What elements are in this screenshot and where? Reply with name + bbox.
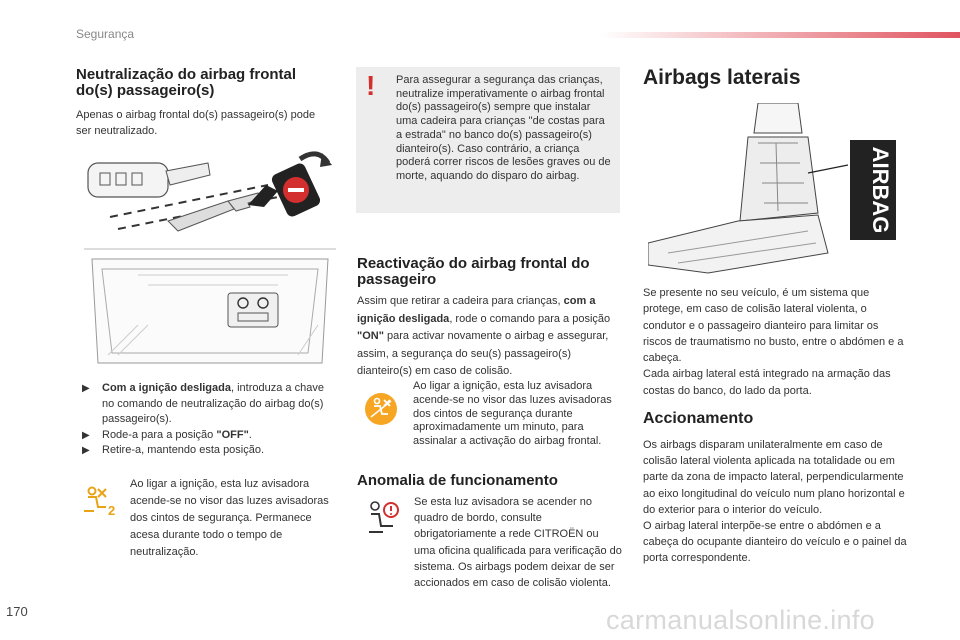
airbag-fault-icon [365,498,405,538]
side-airbags-title: Airbags laterais [643,66,801,89]
warning-mark: ! [366,70,376,101]
svg-text:2: 2 [108,503,116,517]
step-3: ▶ Retire-a, mantendo esta posição. [82,444,265,456]
activation-title: Accionamento [643,410,754,427]
section-header: Segurança [76,27,135,41]
airbag-activation-lamp-icon [364,392,398,426]
airbag-label: AIRBAG [868,146,893,234]
watermark: carmanualsonline.info [606,605,875,635]
page-number: 170 [6,604,28,619]
passenger-airbag-off-icon [80,485,120,517]
child-seat-warning-text: Para assegurar a segurança das crianças, neutralize imperativamente o airbag frontal do(s) passageiro(s) sempre que instalar uma cadeira para crianças "de costas para a estrada" no banco do(s) passageiro(s) dianteiro(s). Caso contrário, a criança poderá correr riscos de lesões graves ou de morte, aquando do disparo do airbag. [396,74,611,182]
neutralization-steps [82,381,332,459]
neutralization-title: Neutralização do airbag frontal do(s) passageiro(s) [76,66,297,99]
step-2: ▶ Rode-a para a posição "OFF". [82,428,252,441]
step-1: ▶ Com a ignição desligada, introduza a chave no comando de neutralização do airbag do(s) passageiro(s). [82,382,324,425]
neutralization-lamp-note: Ao ligar a ignição, esta luz avisadora acende-se no visor das luzes avisadoras dos cintos de segurança. Permanece acesa durante todo o tempo de neutralização. [130,478,329,558]
activation-text: Os airbags disparam unilateralmente em caso de colisão lateral violenta aplicada na totalidade ou em parte da zona de impacto lateral, perpendicularmente ao eixo longitudinal do veículo num plano horizontal e do exterior para o interior do veículo. O airbag lateral interpõe-se entre o abdómen e a cabeça do ocupante dianteiro do veículo e o painel da porta correspondente. [643,439,907,565]
side-airbags-text: Se presente no seu veículo, é um sistema que protege, em caso de colisão lateral violenta, o condutor e o passageiro dianteiro para limitar os riscos de traumatismo no busto, entre o abdómen e a cabeça. Cada airbag lateral está integrado na armação das costas do banco, do lado da porta. [643,287,904,397]
reactivation-lamp-note: Ao ligar a ignição, esta luz avisadora acende-se no visor das luzes avisadoras dos cintos de segurança durante aproximadamente um minuto, para assinalar a activação do airbag frontal. [413,380,612,448]
seat-airbag-illustration [648,103,898,275]
header-accent-bar [600,32,960,38]
reactivation-text: Assim que retirar a cadeira para crianças, com a ignição desligada, rode o comando para a posição "ON" para activar novamente o airbag e assegurar, assim, a segurança do seu(s) passageiro(s) dianteiro(s) em caso de colisão. [357,295,611,377]
key-switch-illustration [78,145,340,245]
malfunction-text: Se esta luz avisadora se acender no quadro de bordo, consulte obrigatoriamente a rede CITROËN ou uma oficina qualificada para verificação do sistema. Os airbags podem deixar de ser accionados em caso de colisão violenta. [414,496,622,590]
neutralization-intro: Apenas o airbag frontal do(s) passageiro(s) pode ser neutralizado. [76,109,316,137]
malfunction-title: Anomalia de funcionamento [357,472,558,489]
glovebox-illustration [78,245,343,370]
reactivation-title: Reactivação do airbag frontal do passageiro [357,255,590,288]
